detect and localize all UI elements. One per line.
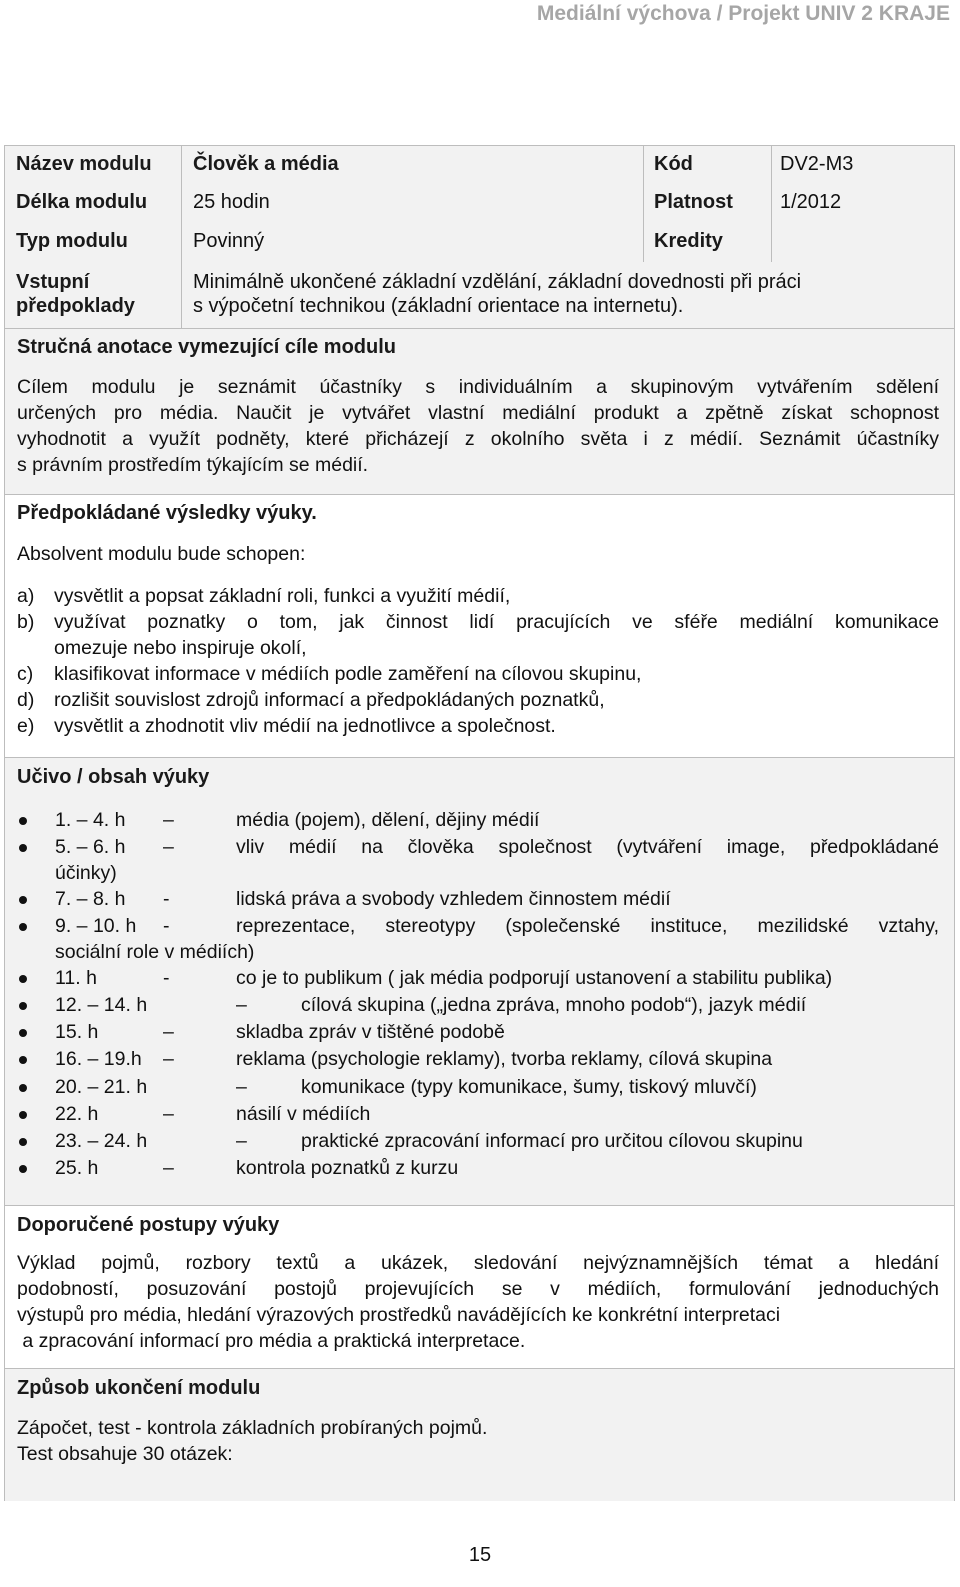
module-credits-label: Kredity xyxy=(643,223,771,262)
module-type-value: Povinný xyxy=(181,223,643,262)
module-name-label: Název modulu xyxy=(16,153,152,175)
bullet-icon xyxy=(19,975,27,983)
section-curriculum xyxy=(5,757,954,1205)
curriculum-topic-continuation: sociální role v médiích) xyxy=(55,941,255,963)
outcome-marker: d) xyxy=(17,689,35,711)
meta-row-name xyxy=(5,146,954,185)
curriculum-topic: reprezentace, stereotypy (společenské instituce, mezilidské vztahy, xyxy=(236,915,939,937)
curriculum-hours: 16. – 19.h xyxy=(55,1048,142,1070)
curriculum-title: Učivo / obsah výuky xyxy=(17,766,210,788)
prerequisites-label-line-1: Vstupní xyxy=(16,271,90,293)
module-code-label: Kód xyxy=(643,146,771,184)
annotation-line: s právním prostředím týkajícím se médií. xyxy=(17,454,369,476)
methods-line: Výklad pojmů, rozbory textů a ukázek, sledování nejvýznamnějších témat a hledání xyxy=(17,1252,939,1274)
section-completion xyxy=(5,1368,954,1501)
curriculum-item xyxy=(17,913,939,965)
curriculum-topic: násilí v médiích xyxy=(236,1103,371,1125)
curriculum-dash: – xyxy=(163,1048,174,1070)
outcome-text: rozlišit souvislost zdrojů informací a předpokládaných poznatků, xyxy=(54,689,605,711)
bullet-icon xyxy=(19,1165,27,1173)
module-credits-value xyxy=(771,223,954,262)
curriculum-dash: – xyxy=(163,1021,174,1043)
curriculum-item xyxy=(17,834,939,886)
curriculum-dash: - xyxy=(163,888,170,910)
methods-title: Doporučené postupy výuky xyxy=(17,1214,280,1236)
module-length-label: Délka modulu xyxy=(16,191,148,213)
outcome-text: klasifikovat informace v médiích podle zaměření na cílovou skupinu, xyxy=(54,663,642,685)
annotation-title: Stručná anotace vymezující cíle modulu xyxy=(17,336,397,358)
module-sheet xyxy=(4,145,955,1501)
curriculum-hours: 20. – 21. h xyxy=(55,1076,148,1098)
completion-line: Zápočet, test - kontrola základních probíraných pojmů. xyxy=(17,1417,488,1439)
outcome-text: omezuje nebo inspiruje okolí, xyxy=(54,637,307,659)
curriculum-dash: – xyxy=(163,1103,174,1125)
completion-title: Způsob ukončení modulu xyxy=(17,1377,261,1399)
outcome-marker: b) xyxy=(17,611,35,633)
module-type-label: Typ modulu xyxy=(16,230,128,252)
curriculum-topic-continuation: účinky) xyxy=(55,862,117,884)
curriculum-topic: skladba zpráv v tištěné podobě xyxy=(236,1021,505,1043)
curriculum-topic: – praktické zpracování informací pro určitou cílovou skupinu xyxy=(236,1130,803,1152)
bullet-icon xyxy=(19,923,27,931)
section-outcomes xyxy=(5,494,954,757)
section-annotation xyxy=(5,328,954,494)
bullet-icon xyxy=(19,1084,27,1092)
curriculum-hours: 7. – 8. h xyxy=(55,888,126,910)
prerequisites-value xyxy=(181,262,954,328)
outcomes-intro: Absolvent modulu bude schopen: xyxy=(17,543,306,565)
curriculum-dash: - xyxy=(163,967,170,989)
curriculum-hours: 5. – 6. h xyxy=(55,836,126,858)
prerequisites-label-line-2: předpoklady xyxy=(16,295,135,317)
curriculum-hours: 22. h xyxy=(55,1103,99,1125)
curriculum-hours: 15. h xyxy=(55,1021,99,1043)
curriculum-dash: - xyxy=(163,915,170,937)
bullet-icon xyxy=(19,844,27,852)
bullet-icon xyxy=(19,1056,27,1064)
outcome-text: vysvětlit a zhodnotit vliv médií na jednotlivce a společnost. xyxy=(54,715,556,737)
module-validity-value: 1/2012 xyxy=(771,184,954,223)
completion-text xyxy=(17,1415,939,1467)
outcome-text: využívat poznatky o tom, jak činnost lidí pracujících ve sféře mediální komunikace xyxy=(54,611,939,633)
curriculum-topic: – komunikace (typy komunikace, šumy, tiskový mluvčí) xyxy=(236,1076,757,1098)
curriculum-hours: 25. h xyxy=(55,1157,99,1179)
module-length-value: 25 hodin xyxy=(181,184,643,223)
curriculum-topic: vliv médií na člověka společnost (vytváření image, předpokládané xyxy=(236,836,939,858)
outcome-marker: c) xyxy=(17,663,34,685)
outcome-text: vysvětlit a popsat základní roli, funkci a využití médií, xyxy=(54,585,511,607)
completion-line: Test obsahuje 30 otázek: xyxy=(17,1443,233,1465)
module-code-value: DV2-M3 xyxy=(771,146,954,184)
curriculum-topic: kontrola poznatků z kurzu xyxy=(236,1157,459,1179)
methods-text xyxy=(17,1250,939,1354)
curriculum-topic: – cílová skupina („jedna zpráva, mnoho podob“), jazyk médií xyxy=(236,994,807,1016)
module-validity-label: Platnost xyxy=(643,184,771,223)
curriculum-hours: 9. – 10. h xyxy=(55,915,137,937)
curriculum-hours: 1. – 4. h xyxy=(55,809,126,831)
annotation-text xyxy=(17,374,939,478)
curriculum-hours: 11. h xyxy=(55,967,97,989)
bullet-icon xyxy=(19,1138,27,1146)
section-methods xyxy=(5,1205,954,1368)
curriculum-dash: – xyxy=(163,809,174,831)
bullet-icon xyxy=(19,1002,27,1010)
curriculum-topic: lidská práva a svobody vzhledem činnostem médií xyxy=(236,888,671,910)
outcomes-title: Předpokládané výsledky výuky. xyxy=(17,502,317,524)
meta-row-prerequisites xyxy=(5,262,954,329)
methods-line: výstupů pro média, hledání výrazových prostředků navádějících ke konkrétní interpretaci xyxy=(17,1304,781,1326)
curriculum-topic: co je to publikum ( jak média podporují ustanovení a stabilitu publika) xyxy=(236,967,833,989)
curriculum-dash: – xyxy=(163,836,174,858)
bullet-icon xyxy=(19,1029,27,1037)
prerequisites-line-2: s výpočetní technikou (základní orientace na internetu). xyxy=(193,295,684,317)
meta-row-type xyxy=(5,223,954,263)
page-number: 15 xyxy=(468,1544,492,1566)
bullet-icon xyxy=(19,817,27,825)
meta-row-length xyxy=(5,184,954,224)
curriculum-hours: 12. – 14. h xyxy=(55,994,148,1016)
prerequisites-line-1: Minimálně ukončené základní vzdělání, základní dovednosti při práci xyxy=(193,271,802,293)
module-name-value: Člověk a média xyxy=(181,146,643,184)
annotation-line: vyhodnotit a využít podněty, které přicházejí z okolního světa i z médií. Seznámit účastníky xyxy=(17,428,939,450)
curriculum-hours: 23. – 24. h xyxy=(55,1130,148,1152)
document-header-title: Mediální výchova / Projekt UNIV 2 KRAJE xyxy=(536,2,950,25)
curriculum-topic: reklama (psychologie reklamy), tvorba reklamy, cílová skupina xyxy=(236,1048,773,1070)
curriculum-dash: – xyxy=(163,1157,174,1179)
bullet-icon xyxy=(19,1111,27,1119)
annotation-line: určených pro média. Naučit je vytvářet vlastní mediální produkt a zpětně získat schopnost xyxy=(17,402,939,424)
methods-line: podobností, posuzování postojů projevujících se v médiích, formulování jednoduchých xyxy=(17,1278,939,1300)
methods-line: a zpracování informací pro média a praktická interpretace. xyxy=(17,1330,526,1352)
prerequisites-label xyxy=(16,262,181,328)
bullet-icon xyxy=(19,896,27,904)
annotation-line: Cílem modulu je seznámit účastníky s individuálním a skupinovým vytvářením sdělení xyxy=(17,376,939,398)
outcome-marker: e) xyxy=(17,715,35,737)
outcome-marker: a) xyxy=(17,585,35,607)
curriculum-topic: média (pojem), dělení, dějiny médií xyxy=(236,809,540,831)
